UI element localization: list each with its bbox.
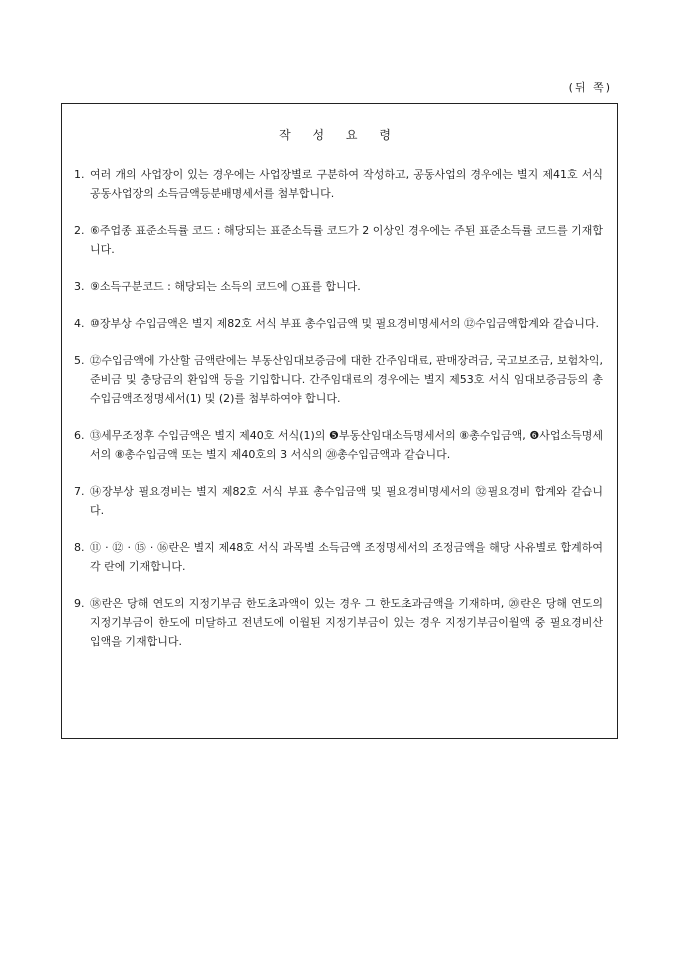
instruction-number: 4. bbox=[74, 317, 85, 330]
instruction-number: 6. bbox=[74, 429, 85, 442]
instruction-number: 5. bbox=[74, 354, 85, 367]
instruction-text: ⑨소득구분코드 : 해당되는 소득의 코드에 ○표를 합니다. bbox=[90, 280, 361, 293]
instructions-list bbox=[74, 165, 603, 651]
instruction-item bbox=[74, 314, 603, 333]
instruction-text: ⑥주업종 표준소득률 코드 : 해당되는 표준소득률 코드가 2 이상인 경우에는 주된 표준소득률 코드를 기재합니다. bbox=[90, 224, 603, 256]
instruction-text: ⑪ · ⑫ · ⑮ · ⑯란은 별지 제48호 서식 과목별 소득금액 조정명세서의 조정금액을 해당 사유별로 합계하여 각 란에 기재합니다. bbox=[90, 541, 603, 573]
instructions-title: 작 성 요 령 bbox=[279, 128, 400, 142]
instruction-item bbox=[74, 277, 603, 296]
instructions-box bbox=[61, 103, 618, 739]
instruction-number: 9. bbox=[74, 597, 85, 610]
instruction-item bbox=[74, 351, 603, 408]
instruction-text: ⑩장부상 수입금액은 별지 제82호 서식 부표 총수입금액 및 필요경비명세서의 ⑫수입금액합계와 같습니다. bbox=[90, 317, 599, 330]
instruction-text: ⑱란은 당해 연도의 지정기부금 한도초과액이 있는 경우 그 한도초과금액을 기재하며, ⑳란은 당해 연도의 지정기부금이 한도에 미달하고 전년도에 이월된 지정기부금이 있는 경우 지정기부금이월액 중 필요경비산입액을 기재합니다. bbox=[90, 597, 603, 648]
instruction-text: 여러 개의 사업장이 있는 경우에는 사업장별로 구분하여 작성하고, 공동사업의 경우에는 별지 제41호 서식 공동사업장의 소득금액등분배명세서를 첨부합니다. bbox=[90, 168, 603, 200]
instruction-item bbox=[74, 594, 603, 651]
instruction-text: ⑬세무조정후 수입금액은 별지 제40호 서식(1)의 ❺부동산임대소득명세서의 ⑧총수입금액, ❻사업소득명세서의 ⑧총수입금액 또는 별지 제40호의 3 서식의 ⑳총수입금액과 같습니다. bbox=[90, 429, 603, 461]
instruction-number: 1. bbox=[74, 168, 85, 181]
instruction-number: 2. bbox=[74, 224, 85, 237]
instruction-number: 3. bbox=[74, 280, 85, 293]
instruction-item bbox=[74, 165, 603, 203]
instruction-text: ⑫수입금액에 가산할 금액란에는 부동산임대보증금에 대한 간주임대료, 판매장려금, 국고보조금, 보험차익, 준비금 및 충당금의 환입액 등을 기입합니다. 간주임대료의 경우에는 별지 제53호 서식 임대보증금등의 총수입금액조정명세서(1) 및 (2)를 첨부하여야 합니다. bbox=[90, 354, 603, 405]
instruction-text: ⑭장부상 필요경비는 별지 제82호 서식 부표 총수입금액 및 필요경비명세서의 ㉜필요경비 합계와 같습니다. bbox=[90, 485, 603, 517]
instruction-number: 8. bbox=[74, 541, 85, 554]
instruction-item bbox=[74, 538, 603, 576]
page-side-label: (뒤 쪽) bbox=[568, 81, 612, 94]
instruction-item bbox=[74, 221, 603, 259]
instruction-item bbox=[74, 482, 603, 520]
instruction-item bbox=[74, 426, 603, 464]
instruction-number: 7. bbox=[74, 485, 85, 498]
